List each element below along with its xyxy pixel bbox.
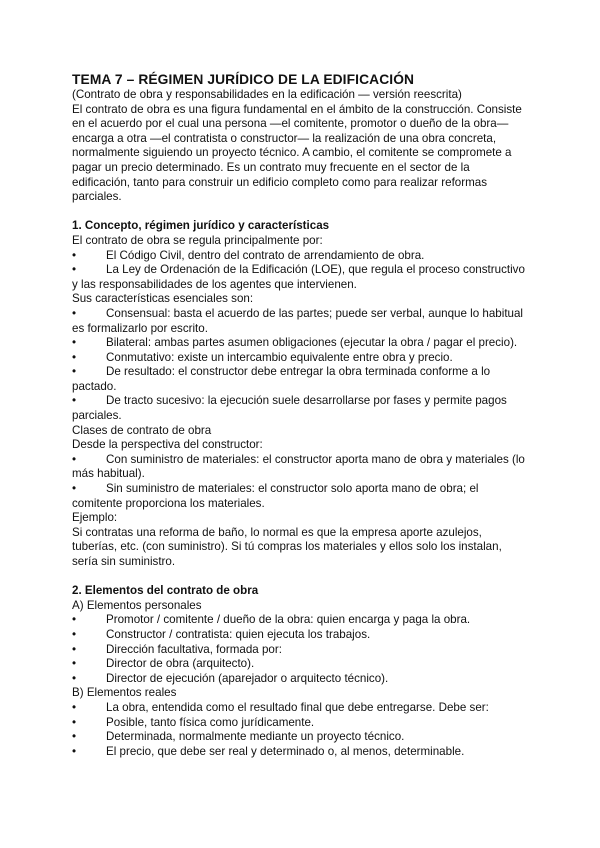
list-item-text: Director de obra (arquitecto). — [106, 657, 255, 671]
list-item — [72, 745, 530, 760]
list-item — [72, 453, 530, 482]
list-item — [72, 249, 530, 264]
bullet-icon: • — [72, 744, 77, 758]
list-item-text: Dirección facultativa, formada por: — [106, 642, 282, 656]
document-body — [72, 72, 530, 759]
list-item — [72, 482, 530, 511]
list-item-text: De tracto sucesivo: la ejecución suele desarrollarse por fases y permite pagos parciales. — [72, 394, 507, 423]
bullet-icon: • — [72, 700, 77, 714]
list-item-text: Sin suministro de materiales: el constructor solo aporta mano de obra; el comitente proporciona los materiales. — [72, 482, 479, 510]
list-item — [72, 263, 530, 292]
section-1-heading: 1. Concepto, régimen jurídico y características — [72, 219, 330, 233]
list-item — [72, 628, 530, 643]
list-item — [72, 657, 530, 672]
list-item — [72, 351, 530, 366]
bullet-icon: • — [72, 715, 77, 729]
personal-list — [72, 613, 530, 686]
bullet-icon: • — [72, 642, 77, 656]
features-intro: Sus características esenciales son: — [72, 292, 254, 306]
bullet-icon: • — [72, 306, 77, 320]
list-item — [72, 730, 530, 745]
list-item-text: Determinada, normalmente mediante un proyecto técnico. — [106, 730, 405, 744]
list-item-text: De resultado: el constructor debe entregar la obra terminada conforme a lo pactado. — [72, 365, 491, 393]
spacer — [72, 205, 530, 220]
list-item — [72, 307, 530, 336]
page-title: TEMA 7 – RÉGIMEN JURÍDICO DE LA EDIFICACIÓN — [72, 72, 415, 87]
bullet-icon: • — [72, 671, 77, 685]
classes-list — [72, 453, 530, 511]
real-title: B) Elementos reales — [72, 686, 177, 700]
regulated-intro: El contrato de obra se regula principalmente por: — [72, 233, 323, 247]
list-item — [72, 701, 530, 716]
list-item-text: La Ley de Ordenación de la Edificación (LOE), que regula el proceso constructivo y las responsabilidades de los agentes que intervienen. — [72, 263, 525, 291]
example-text: Si contratas una reforma de baño, lo normal es que la empresa aporte azulejos, tuberías, etc. (con suministro). Si tú compras los materiales y ellos solo los instalan, sería sin suministro. — [72, 525, 502, 568]
bullet-icon: • — [72, 248, 77, 262]
spacer — [72, 570, 530, 585]
intro-paragraph: El contrato de obra es una figura fundamental en el ámbito de la construcción. Consiste en el acuerdo por el cual una persona —el comitente, promotor o dueño de la obra— encarga a otra —el contratista o constructor— la realización de una obra concreta, normalmente siguiendo un proyecto técnico. A cambio, el comitente se compromete a pagar un precio determinado. Es un contrato muy frecuente en el sector de la edificación, tanto para construir un edificio completo como para realizar reformas parciales. — [72, 102, 522, 204]
bullet-icon: • — [72, 730, 77, 744]
regulated-list — [72, 249, 530, 293]
list-item — [72, 365, 530, 394]
bullet-icon: • — [72, 657, 77, 671]
bullet-icon: • — [72, 627, 77, 641]
classes-title: Clases de contrato de obra — [72, 423, 212, 437]
bullet-icon: • — [72, 452, 77, 466]
bullet-icon: • — [72, 482, 77, 496]
bullet-icon: • — [72, 365, 77, 379]
personal-title: A) Elementos personales — [72, 598, 202, 612]
bullet-icon: • — [72, 394, 77, 408]
list-item-text: Consensual: basta el acuerdo de las partes; puede ser verbal, aunque lo habitual es formalizarlo por escrito. — [72, 306, 524, 335]
real-list — [72, 701, 530, 759]
list-item-text: El Código Civil, dentro del contrato de arrendamiento de obra. — [106, 248, 425, 262]
list-item — [72, 336, 530, 351]
bullet-icon: • — [72, 350, 77, 364]
section-2-heading: 2. Elementos del contrato de obra — [72, 584, 259, 598]
list-item — [72, 394, 530, 423]
list-item-text: Conmutativo: existe un intercambio equivalente entre obra y precio. — [106, 350, 453, 364]
classes-intro: Desde la perspectiva del constructor: — [72, 438, 263, 452]
list-item-text: Posible, tanto física como jurídicamente. — [106, 715, 315, 729]
list-item-text: Director de ejecución (aparejador o arquitecto técnico). — [106, 671, 389, 685]
bullet-icon: • — [72, 263, 77, 277]
list-item-text: El precio, que debe ser real y determinado o, al menos, determinable. — [106, 744, 465, 758]
list-item — [72, 613, 530, 628]
list-item-text: Constructor / contratista: quien ejecuta los trabajos. — [106, 627, 371, 641]
list-item — [72, 672, 530, 687]
subtitle: (Contrato de obra y responsabilidades en la edificación — versión reescrita) — [72, 88, 462, 101]
bullet-icon: • — [72, 336, 77, 350]
list-item-text: Con suministro de materiales: el constructor aporta mano de obra y materiales (lo más habitual). — [72, 452, 525, 481]
list-item-text: Bilateral: ambas partes asumen obligaciones (ejecutar la obra / pagar el precio). — [106, 336, 518, 350]
list-item — [72, 643, 530, 658]
bullet-icon: • — [72, 613, 77, 627]
list-item-text: Promotor / comitente / dueño de la obra: quien encarga y paga la obra. — [106, 613, 471, 627]
example-label: Ejemplo: — [72, 511, 118, 525]
list-item-text: La obra, entendida como el resultado final que debe entregarse. Debe ser: — [106, 700, 489, 714]
features-list — [72, 307, 530, 424]
list-item — [72, 716, 530, 731]
